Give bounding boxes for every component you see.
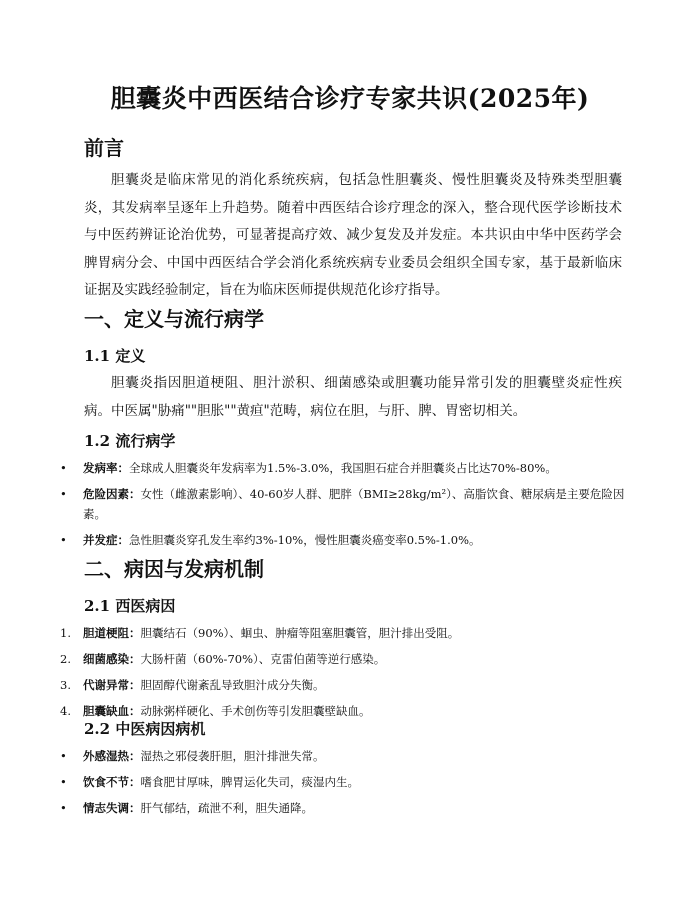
list-item xyxy=(60,675,630,695)
section-2-heading: 二、病因与发病机制 xyxy=(84,557,264,581)
bullet-marker: • xyxy=(60,775,67,789)
item-label: 细菌感染： xyxy=(83,652,141,666)
epidemiology-list xyxy=(60,458,630,556)
number-marker: 3. xyxy=(60,678,71,692)
preface-paragraph: 胆囊炎是临床常见的消化系统疾病，包括急性胆囊炎、慢性胆囊炎及特殊类型胆囊炎，其发病率呈逐年上升趋势。随着中西医结合诊疗理念的深入，整合现代医学诊断技术与中医药辨证论治优势，可显著提高疗效、减少复发及并发症。本共识由中华中医药学会脾胃病分会、中国中西医结合学会消化系统疾病专业委员会组织全国专家，基于最新临床证据及实践经验制定，旨在为临床医师提供规范化诊疗指导。 xyxy=(84,172,622,298)
item-text: 嗜食肥甘厚味，脾胃运化失司，痰湿内生。 xyxy=(140,775,359,789)
document-title: 胆囊炎中西医结合诊疗专家共识(2025年) xyxy=(110,84,590,113)
item-label: 情志失调： xyxy=(83,801,141,815)
western-causes-list xyxy=(60,623,630,727)
item-label: 外感湿热： xyxy=(83,749,141,763)
item-text: 肝气郁结，疏泄不利，胆失通降。 xyxy=(140,801,313,815)
item-label: 并发症： xyxy=(83,533,129,547)
bullet-marker: • xyxy=(60,461,67,475)
list-item xyxy=(60,746,630,766)
list-item xyxy=(60,484,630,524)
item-text: 动脉粥样硬化、手术创伤等引发胆囊壁缺血。 xyxy=(140,704,371,718)
item-text: 全球成人胆囊炎年发病率为1.5%-3.0%，我国胆石症合并胆囊炎占比达70%-80%。 xyxy=(129,461,557,475)
number-marker: 4. xyxy=(60,704,71,718)
definition-paragraph: 胆囊炎指因胆道梗阻、胆汁淤积、细菌感染或胆囊功能异常引发的胆囊壁炎症性疾病。中医属"胁痛""胆胀""黄疸"范畴，病位在胆，与肝、脾、胃密切相关。 xyxy=(84,375,622,419)
list-item xyxy=(60,649,630,669)
bullet-marker: • xyxy=(60,487,67,501)
item-label: 发病率： xyxy=(83,461,129,475)
item-text: 大肠杆菌（60%-70%）、克雷伯菌等逆行感染。 xyxy=(140,652,386,666)
subsection-1-2-heading: 1.2 流行病学 xyxy=(84,432,176,450)
item-text: 胆固醇代谢紊乱导致胆汁成分失衡。 xyxy=(140,678,325,692)
item-label: 胆道梗阻： xyxy=(83,626,141,640)
subsection-2-1-heading: 2.1 西医病因 xyxy=(84,597,176,615)
item-label: 饮食不节： xyxy=(83,775,141,789)
item-text: 女性（雌激素影响）、40-60岁人群、肥胖（BMI≥28kg/m²）、高脂饮食、糖尿病是主要危险因素。 xyxy=(83,487,625,521)
number-marker: 2. xyxy=(60,652,71,666)
subsection-1-1-heading: 1.1 定义 xyxy=(84,347,146,365)
bullet-marker: • xyxy=(60,533,67,547)
number-marker: 1. xyxy=(60,626,71,640)
bullet-marker: • xyxy=(60,749,67,763)
section-1-heading: 一、定义与流行病学 xyxy=(84,307,264,331)
item-text: 急性胆囊炎穿孔发生率约3%-10%，慢性胆囊炎癌变率0.5%-1.0%。 xyxy=(129,533,481,547)
item-label: 危险因素： xyxy=(83,487,141,501)
list-item xyxy=(60,623,630,643)
item-text: 湿热之邪侵袭肝胆，胆汁排泄失常。 xyxy=(140,749,325,763)
tcm-causes-list xyxy=(60,746,630,824)
list-item xyxy=(60,798,630,818)
list-item xyxy=(60,772,630,792)
bullet-marker: • xyxy=(60,801,67,815)
list-item xyxy=(60,530,630,550)
item-label: 代谢异常： xyxy=(83,678,141,692)
list-item xyxy=(60,458,630,478)
subsection-2-2-heading: 2.2 中医病因病机 xyxy=(84,720,206,738)
preface-heading: 前言 xyxy=(84,136,124,160)
item-label: 胆囊缺血： xyxy=(83,704,141,718)
item-text: 胆囊结石（90%）、蛔虫、肿瘤等阻塞胆囊管，胆汁排出受阻。 xyxy=(140,626,460,640)
